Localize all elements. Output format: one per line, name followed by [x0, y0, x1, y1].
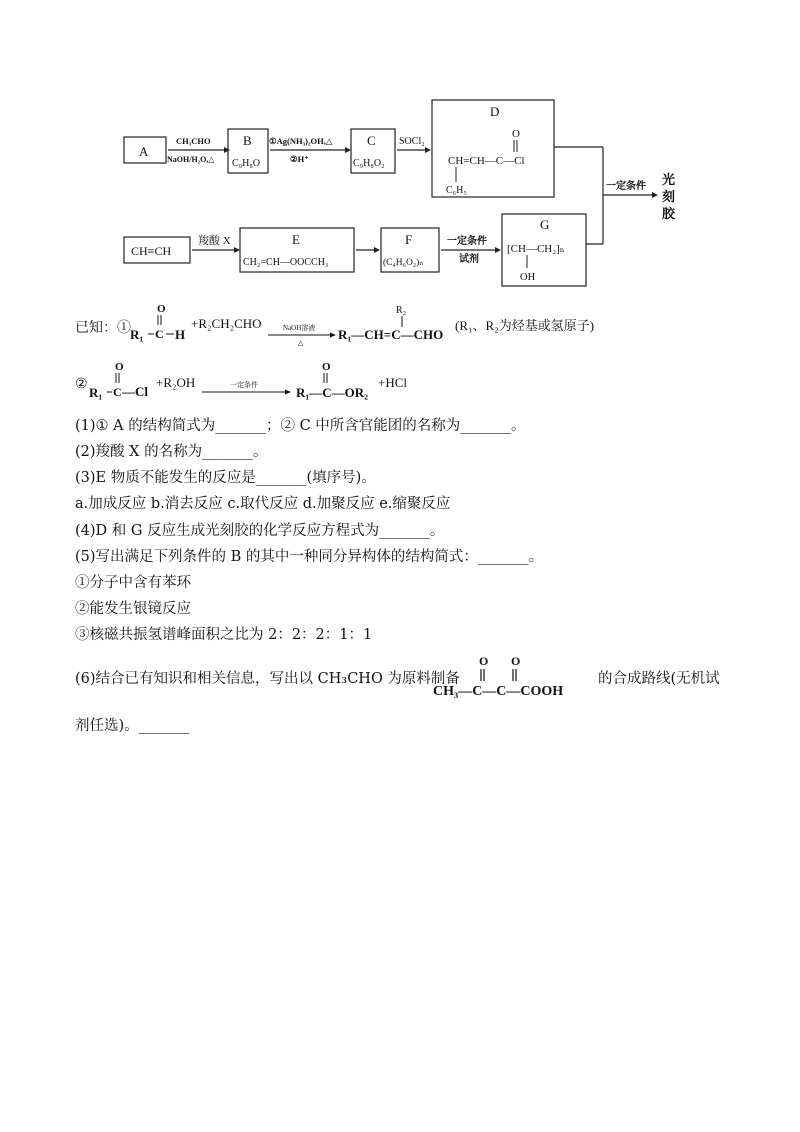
synthesis-scheme — [0, 0, 800, 300]
d-substituent: C₆H₅ — [446, 185, 467, 196]
label-B: B — [243, 133, 252, 148]
r2-cl: —Cl — [122, 384, 148, 399]
e-structure: CH₂=CH—OOCCH₃ — [243, 257, 329, 268]
reagent-fg-bottom: 试剂 — [459, 254, 479, 265]
r2-c: C — [113, 385, 122, 399]
d-oxygen: O — [512, 128, 520, 140]
question-6-suffix: 的合成路线(无机试 — [598, 671, 720, 687]
r1-o: O — [157, 303, 166, 315]
known-plus2: +R₂OH — [156, 375, 196, 390]
target-formula: CH₃—C—C—COOH — [433, 684, 564, 699]
question-1: (1)① A 的结构简式为_______；② C 中所含官能团的名称为_______。 — [75, 418, 526, 434]
formula-B: C₉H₈O — [232, 158, 261, 169]
question-3-options: a.加成反应 b.消去反应 c.取代反应 d.加聚反应 e.缩聚反应 — [75, 496, 451, 512]
r1-h: H — [175, 327, 186, 342]
label-D: D — [490, 104, 500, 119]
reagent-x: 羧酸 X — [198, 235, 231, 247]
g-chain: [CH—CH₂]ₙ — [507, 243, 565, 255]
prod2: R₁—C—OR₂ — [296, 385, 369, 400]
product-char-1: 光 — [662, 172, 676, 187]
question-5: (5)写出满足下列条件的 B 的其中一种同分异构体的结构简式：_______。 — [75, 549, 544, 565]
known-note: (R₁、R₂为烃基或氢原子) — [455, 318, 595, 333]
r1-c: C — [155, 327, 164, 341]
r1-label: R₁ — [130, 327, 144, 342]
product-char-2: 刻 — [662, 189, 676, 204]
reagent-bc-top: ①Ag(NH₃)₂OH,△ — [269, 136, 333, 146]
reagent-cd: SOCl₂ — [399, 136, 425, 147]
acetylene-label: CH≡CH — [131, 244, 172, 258]
product-char-3: 胶 — [662, 206, 676, 221]
known-plus1: +R₂CH₂CHO — [191, 316, 262, 331]
prod2-o: O — [322, 361, 331, 373]
known-prefix: 已知：① — [75, 321, 131, 336]
label-E: E — [292, 232, 300, 247]
cond1-top: NaOH溶液 — [283, 324, 316, 332]
prod1: R₁—CH=C—CHO — [338, 327, 444, 342]
reagent-ab-top: CH₃CHO — [176, 136, 211, 146]
question-3: (3)E 物质不能发生的反应是_______(填序号)。 — [75, 470, 376, 486]
question-5-condition-1: ①分子中含有苯环 — [75, 575, 191, 591]
label-A: A — [139, 144, 149, 159]
reagent-bc-bottom: ②H⁺ — [290, 154, 309, 164]
r2-o: O — [115, 361, 124, 373]
reagent-fg-top: 一定条件 — [447, 236, 487, 247]
target-o2: O — [511, 654, 521, 668]
label-F: F — [405, 232, 413, 247]
cond1-bottom: △ — [298, 339, 304, 347]
label-C: C — [367, 133, 376, 148]
label-G: G — [540, 217, 550, 232]
d-chain: CH=CH—C—Cl — [448, 155, 525, 167]
reagent-final: 一定条件 — [606, 181, 646, 192]
cond2-top: 一定条件 — [230, 381, 258, 389]
question-6-line-2: 剂任选)。_______ — [75, 718, 190, 734]
target-o1: O — [479, 654, 489, 668]
question-5-condition-3: ③核磁共振氢谱峰面积之比为 2：2：2：1：1 — [75, 627, 373, 643]
question-2: (2)羧酸 X 的名称为_______。 — [75, 444, 268, 460]
known-plus3: +HCl — [378, 375, 408, 390]
question-4: (4)D 和 G 反应生成光刻胶的化学反应方程式为_______。 — [75, 523, 445, 539]
prod1-r2: R₂ — [396, 305, 407, 316]
formula-F: (C₄H₆O₂)ₙ — [383, 258, 424, 268]
known-mark2: ② — [75, 377, 88, 392]
reagent-ab-bottom: NaOH/H₂O,△ — [167, 155, 215, 164]
r2-r1: R₁ — [89, 385, 103, 400]
g-oh: OH — [520, 272, 536, 283]
formula-C: C₉H₈O₂ — [353, 158, 385, 169]
known-reactions — [0, 295, 800, 410]
question-5-condition-2: ②能发生银镜反应 — [75, 601, 191, 617]
question-6-prefix: (6)结合已有知识和相关信息，写出以 CH₃CHO 为原料制备 — [75, 671, 460, 687]
